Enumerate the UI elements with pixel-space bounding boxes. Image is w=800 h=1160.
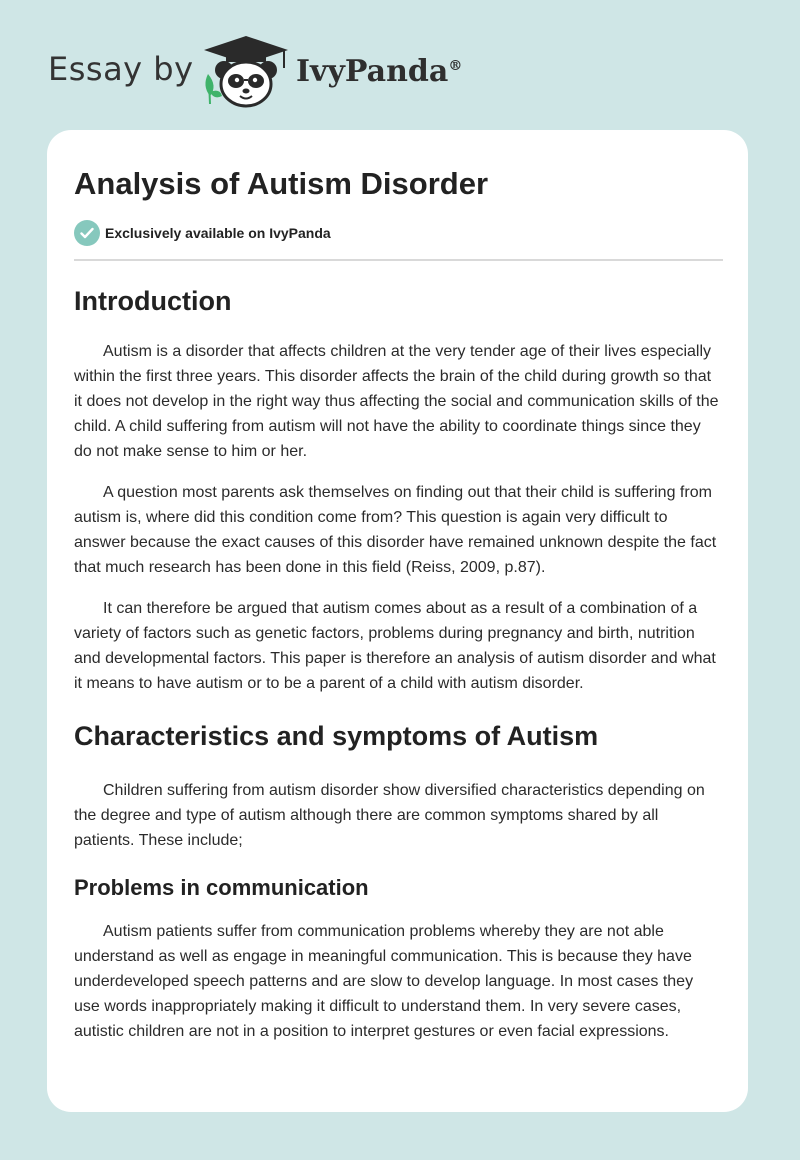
brand-text: IvyPanda bbox=[296, 54, 449, 89]
section-introduction bbox=[74, 283, 721, 696]
paragraph: A question most parents ask themselves on finding out that their child is suffering from autism is, where did this condition come from? This question is again very difficult to answer because the exact causes of this disorder have remained unknown despite the fact that much research has been done in this field (Reiss, 2009, p.87). bbox=[74, 484, 717, 576]
essay-card bbox=[47, 130, 748, 1112]
section-communication bbox=[74, 873, 721, 1044]
check-circle-icon bbox=[74, 220, 100, 246]
brand-name[interactable] bbox=[296, 54, 462, 89]
section-characteristics bbox=[74, 718, 721, 853]
paragraph: Autism patients suffer from communication problems whereby they are not able understand as well as engage in meaningful communication. This is because they have underdeveloped speech patterns and are slow to develop language. In most cases they use words inappropriately making it difficult to understand them. In very severe cases, autistic children are not in a position to interpret gestures or even facial expressions. bbox=[74, 923, 694, 1040]
section-heading: Characteristics and symptoms of Autism bbox=[74, 721, 599, 751]
registered-mark: ® bbox=[448, 58, 463, 74]
panda-graduate-icon[interactable] bbox=[200, 34, 292, 110]
paragraph: It can therefore be argued that autism comes about as a result of a combination of a variety of factors such as genetic factors, problems during pregnancy and birth, nutrition and developmental factors. This paper is therefore an analysis of autism disorder and what it means to have autism or to be a parent of a child with autism disorder. bbox=[74, 600, 716, 692]
section-heading: Introduction bbox=[74, 286, 232, 316]
exclusive-badge-label: Exclusively available on IvyPanda bbox=[105, 225, 331, 241]
subsection-heading: Problems in communication bbox=[74, 875, 369, 900]
exclusive-badge bbox=[74, 220, 721, 246]
page-title: Analysis of Autism Disorder bbox=[74, 166, 489, 201]
paragraph: Children suffering from autism disorder show diversified characteristics depending on the degree and type of autism although there are common symptoms shared by all patients. These include; bbox=[74, 782, 705, 849]
title-divider bbox=[74, 259, 723, 261]
paragraph: Autism is a disorder that affects children at the very tender age of their lives especially within the first three years. This disorder affects the brain of the child during growth so that it does not develop in the right way thus affecting the social and communication skills of the child. A child suffering from autism will not have the ability to coordinate things since they do not make sense to him or her. bbox=[74, 343, 719, 460]
essay-by-label: Essay by bbox=[48, 50, 194, 88]
site-header bbox=[0, 0, 800, 130]
